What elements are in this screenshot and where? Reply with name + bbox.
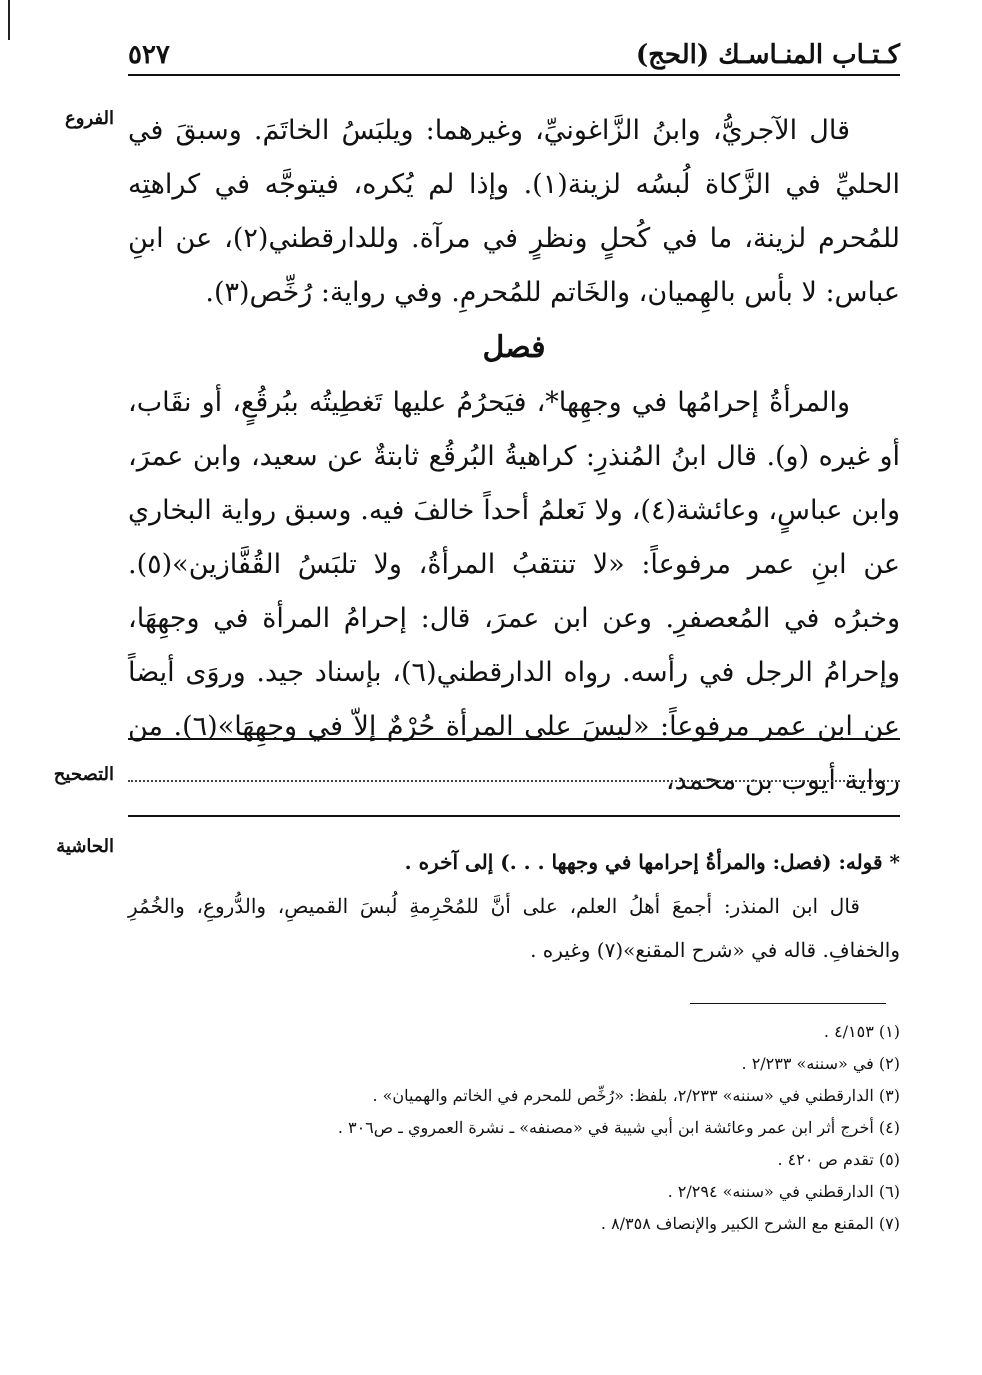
margin-label-furu: الفروع	[65, 108, 114, 129]
hashiya-body: قال ابن المنذر: أجمعَ أهلُ العلم، على أنَّ للمُحْرِمةِ لُبسَ القميصِ، والدُّروعِ، والخُمُرِ والخفافِ. قاله في «شرح المقنع»(٧) وغيره .	[128, 894, 900, 962]
divider-tashih	[128, 815, 900, 817]
footnote-separator	[690, 1003, 886, 1004]
dotted-line	[128, 780, 900, 782]
section-title: فصل	[482, 330, 546, 365]
footnote: (٥) تقدم ص ٤٢٠ .	[777, 1150, 900, 1169]
margin-label-hashiya: الحاشية	[56, 836, 114, 857]
margin-label-tashih: التصحيح	[53, 764, 114, 785]
paragraph-2: والمرأةُ إحرامُها في وجهِها*، فيَحرُمُ عليها تَغطِيتُه ببُرقُعٍ، أو نقَاب، أو غيره (و). قال ابنُ المُنذرِ: كراهيةُ البُرقُع ثابتةٌ عن سعيد، وابن عمرَ، وابن عباسٍ، وعائشة(٤)، ولا نَعلمُ أحداً خالفَ فيه. وسبق رواية البخاري عن ابنِ عمر مرفوعاً: «لا تنتقبُ المرأةُ، ولا تلبَسُ القُفَّازين»(٥). وخبرُه في المُعصفرِ. وعن ابن عمرَ، قال: إحرامُ المرأة في وجهِهَا، وإحرامُ الرجل في رأسه. رواه الدارقطني(٦)، بإسناد جيد. وروَى أيضاً عن ابن عمر مرفوعاً: «ليسَ على المرأة حُرْمٌ إلاّ في وجهِهَا»(٦). من رواية أيوب بن محمد،	[128, 387, 900, 796]
page-header	[128, 34, 900, 76]
hashiya-section	[128, 840, 900, 972]
hashiya-lead: * قوله: (فصل: والمرأةُ إحرامها في وجهها . . .) إلى آخره .	[404, 850, 900, 874]
paragraph-1: قال الآجريُّ، وابنُ الزَّاغونيِّ، وغيرهما: ويلبَسُ الخاتَمَ. وسبقَ في الحليِّ في الزَّكاة لُبسُه لزينة(١). وإذا لم يُكره، فيتوجَّه في كراهتِه للمُحرم لزينة، ما في كُحلٍ ونظرٍ في مرآة. وللدارقطني(٢)، عن ابنِ عباس: لا بأس بالهِميان، والخَاتم للمُحرمِ. وفي رواية: رُخِّص(٣).	[128, 115, 900, 308]
page-edge-line	[8, 0, 10, 40]
footnotes	[128, 1016, 900, 1240]
book-title: كـتـاب المنـاسـك (الحج)	[635, 40, 900, 70]
footnote: (٣) الدارقطني في «سننه» ٢/٢٣٣، بلفظ: «رُخِّص للمحرم في الخاتم والهميان» .	[372, 1086, 900, 1105]
footnote: (٤) أخرج أثر ابن عمر وعائشة ابن أبي شيبة في «مصنفه» ـ نشرة العمروي ـ ص٣٠٦ .	[337, 1118, 900, 1137]
page-number: ٥٢٧	[128, 40, 170, 70]
footnote: (٢) في «سننه» ٢/٢٣٣ .	[741, 1054, 900, 1073]
footnote: (١) ٤/١٥٣ .	[823, 1022, 900, 1041]
main-text	[128, 104, 900, 808]
divider-main	[128, 738, 900, 740]
footnote: (٦) الدارقطني في «سننه» ٢/٢٩٤ .	[667, 1182, 900, 1201]
footnote: (٧) المقنع مع الشرح الكبير والإنصاف ٨/٣٥٨ .	[600, 1214, 900, 1233]
